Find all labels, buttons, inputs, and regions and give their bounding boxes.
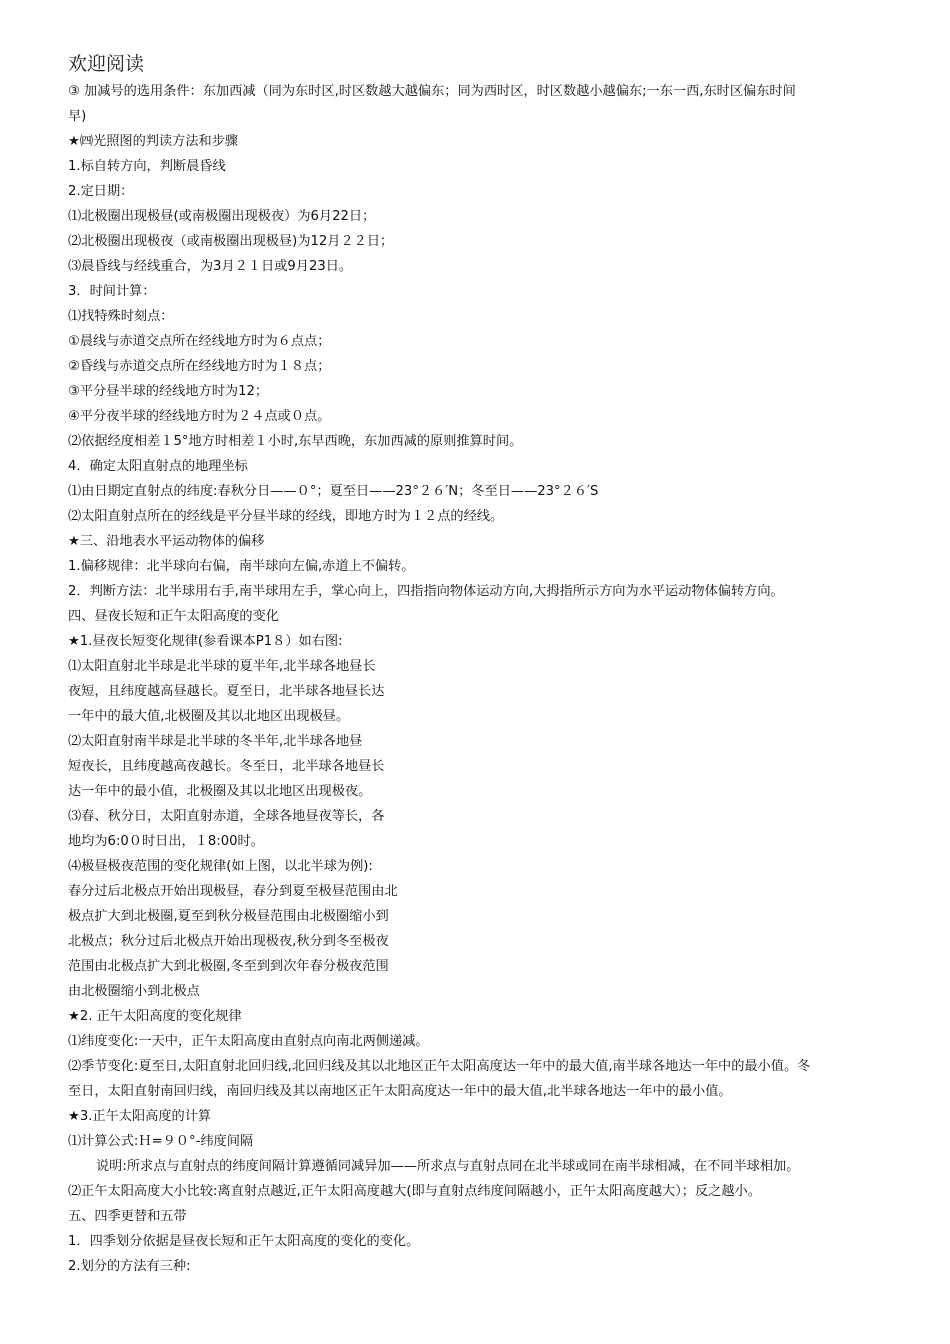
text-line: 夜短，且纬度越高昼越长。夏至日，北半球各地昼长达 — [68, 684, 385, 699]
section-heading: 五、四季更替和五带 — [68, 1209, 187, 1224]
section-heading: ★㈣光照图的判读方法和步骤 — [68, 134, 239, 149]
text-line: 2．判断方法：北半球用右手,南半球用左手，掌心向上，四指指向物体运动方向,大拇指所示方向为水平运动物体偏转方向。 — [68, 584, 784, 599]
text-line: ⑵太阳直射南半球是北半球的冬半年,北半球各地昼 — [68, 734, 363, 749]
section-heading: ★3.正午太阳高度的计算 — [68, 1109, 212, 1124]
text-line: 北极点；秋分过后北极点开始出现极夜,秋分到冬至极夜 — [68, 934, 389, 949]
text-line: 地均为6:0０时日出，１8:00时。 — [68, 834, 264, 849]
text-line: ②昏线与赤道交点所在经线地方时为１８点； — [68, 359, 331, 374]
text-line: 达一年中的最小值，北极圈及其以北地区出现极夜。 — [68, 784, 372, 799]
text-line: ⑶春、秋分日，太阳直射赤道，全球各地昼夜等长，各 — [68, 809, 385, 824]
text-line: 范围由北极点扩大到北极圈,冬至到到次年春分极夜范围 — [68, 959, 389, 974]
text-line: ⑴计算公式:Ｈ=９０°-纬度间隔 — [68, 1134, 254, 1149]
text-line: 早) — [68, 109, 87, 124]
text-line: ⑶晨昏线与经线重合，为3月２１日或9月23日。 — [68, 259, 353, 274]
section-heading: 四、昼夜长短和正午太阳高度的变化 — [68, 609, 279, 624]
text-line: 4．确定太阳直射点的地理坐标 — [68, 459, 248, 474]
document-page — [68, 50, 888, 1279]
text-line: ③平分昼半球的经线地方时为12； — [68, 384, 269, 399]
page-header: 欢迎阅读 — [68, 53, 145, 75]
text-line: 1.偏移规律：北半球向右偏，南半球向左偏,赤道上不偏转。 — [68, 559, 415, 574]
text-line: 短夜长，且纬度越高夜越长。冬至日，北半球各地昼长 — [68, 759, 385, 774]
text-line: ⑴太阳直射北半球是北半球的夏半年,北半球各地昼长 — [68, 659, 376, 674]
text-line: 春分过后北极点开始出现极昼，春分到夏至极昼范围由北 — [68, 884, 398, 899]
text-line: ⑵依据经度相差１5°地方时相差１小时,东早西晚，东加西减的原则推算时间。 — [68, 434, 523, 449]
text-line: 2.划分的方法有三种: — [68, 1259, 191, 1274]
text-line: ⑵季节变化:夏至日,太阳直射北回归线,北回归线及其以北地区正午太阳高度达一年中的最大值,南半球各地达一年中的最小值。冬 — [68, 1059, 811, 1074]
text-line: 1．四季划分依据是昼夜长短和正午太阳高度的变化的变化。 — [68, 1234, 420, 1249]
text-line: 一年中的最大值,北极圈及其以北地区出现极昼。 — [68, 709, 350, 724]
text-line: 说明:所求点与直射点的纬度间隔计算遵循同减异加——所求点与直射点同在北半球或同在南半球相减，在不同半球相加。 — [96, 1159, 800, 1174]
section-heading: ★1.昼夜长短变化规律(参看课本P1８）如右图: — [68, 634, 343, 649]
text-line: ⑴北极圈出现极昼(或南极圈出现极夜）为6月22日； — [68, 209, 376, 224]
text-line: ⑷极昼极夜范围的变化规律(如上图，以北半球为例): — [68, 859, 373, 874]
text-line: ⑴找特殊时刻点： — [68, 309, 174, 324]
text-line: ⑴纬度变化:一天中，正午太阳高度由直射点向南北两侧递减。 — [68, 1034, 429, 1049]
text-line: ⑵北极圈出现极夜（或南极圈出现极昼)为12月２２日； — [68, 234, 394, 249]
text-line: ⑴由日期定直射点的纬度:春秋分日——０°；夏至日——23°２６′N；冬至日——23°２６′S — [68, 484, 599, 499]
text-line: ⑵太阳直射点所在的经线是平分昼半球的经线，即地方时为１２点的经线。 — [68, 509, 504, 524]
text-line: ④平分夜半球的经线地方时为２４点或０点。 — [68, 409, 331, 424]
section-heading: ★2. 正午太阳高度的变化规律 — [68, 1009, 242, 1024]
section-heading: ★三、沿地表水平运动物体的偏移 — [68, 534, 265, 549]
text-line: ⑵正午太阳高度大小比较:离直射点越近,正午太阳高度越大(即与直射点纬度间隔越小，正午太阳高度越大）；反之越小。 — [68, 1184, 761, 1199]
text-line: 至日，太阳直射南回归线，南回归线及其以南地区正午太阳高度达一年中的最大值,北半球各地达一年中的最小值。 — [68, 1084, 732, 1099]
text-line: 2.定日期： — [68, 184, 134, 199]
text-line: 3．时间计算： — [68, 284, 156, 299]
text-line: 1.标自转方向，判断晨昏线 — [68, 159, 226, 174]
text-line: ③ 加减号的选用条件：东加西减（同为东时区,时区数越大越偏东；同为西时区，时区数越小越偏东;一东一西,东时区偏东时间 — [68, 84, 796, 99]
text-line: 极点扩大到北极圈,夏至到秋分极昼范围由北极圈缩小到 — [68, 909, 389, 924]
text-line: 由北极圈缩小到北极点 — [68, 984, 200, 999]
text-line: ①晨线与赤道交点所在经线地方时为６点点； — [68, 334, 331, 349]
